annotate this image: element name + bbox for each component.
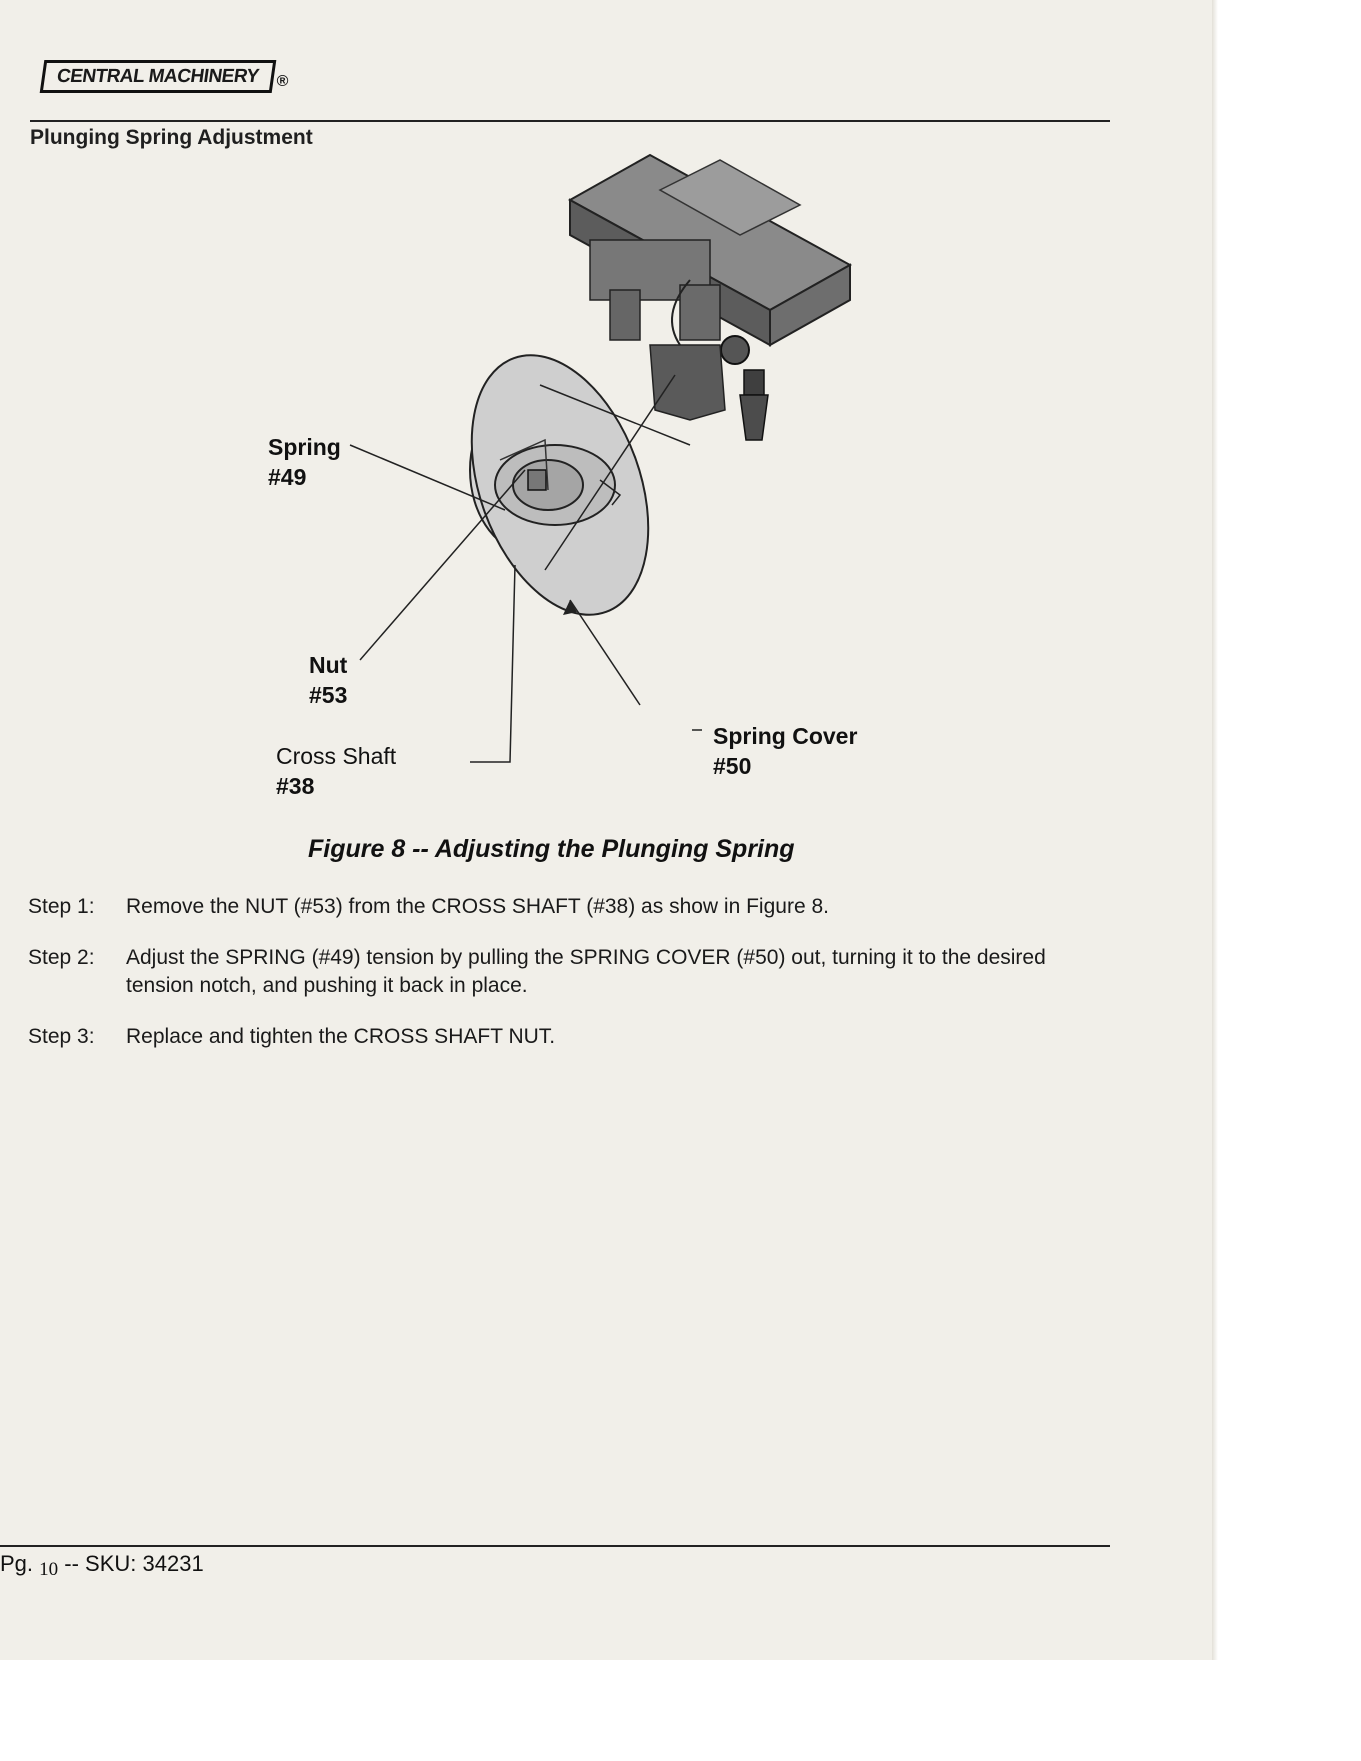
- header-rule: [30, 120, 1110, 122]
- page-prefix: Pg.: [0, 1551, 34, 1576]
- step-item: [28, 944, 1088, 1000]
- section-title: Plunging Spring Adjustment: [30, 126, 313, 149]
- drill-head: [570, 155, 850, 440]
- callout-cross-shaft-number: #38: [276, 773, 315, 799]
- step-text: Replace and tighten the CROSS SHAFT NUT.: [126, 1025, 556, 1048]
- callout-spring-name: Spring: [268, 434, 341, 460]
- step-item: [28, 1023, 1088, 1051]
- callout-cross-shaft-name: Cross Shaft: [276, 743, 397, 769]
- sku-label: -- SKU: 34231: [64, 1551, 204, 1576]
- callout-spring: [268, 432, 341, 492]
- brand-logo-text: CENTRAL MACHINERY: [40, 60, 276, 93]
- spring-cover-leader-line: [570, 600, 640, 705]
- page-edge-shadow: [1212, 0, 1218, 1660]
- nut-leader-line: [360, 470, 525, 660]
- step-item: [28, 893, 1088, 921]
- brand-logo: [42, 60, 288, 93]
- callout-spring-cover-name: Spring Cover: [713, 723, 858, 749]
- callout-spring-cover-number: #50: [713, 753, 752, 779]
- footer-rule: [0, 1545, 1110, 1547]
- callout-nut-number: #53: [309, 682, 348, 708]
- steps-list: [28, 893, 1088, 1051]
- figure-8: [0, 140, 1212, 840]
- callout-nut-name: Nut: [309, 652, 348, 678]
- step-text: Remove the NUT (#53) from the CROSS SHAFT (#38) as show in Figure 8.: [126, 895, 829, 918]
- registered-mark: ®: [276, 72, 289, 90]
- drill-press-illustration: [0, 140, 1212, 840]
- callout-cross-shaft: [276, 741, 396, 801]
- cross-shaft-leader-line: [470, 565, 515, 762]
- figure-caption: Figure 8 -- Adjusting the Plunging Spring: [308, 835, 795, 863]
- page-number: 10: [39, 1559, 59, 1580]
- callout-nut: [309, 650, 347, 710]
- step-label: Step 3:: [28, 1025, 95, 1048]
- callout-spring-number: #49: [268, 464, 307, 490]
- step-label: Step 2:: [28, 946, 95, 969]
- page-footer: [0, 1551, 204, 1580]
- callout-spring-cover: [713, 721, 857, 781]
- step-label: Step 1:: [28, 895, 95, 918]
- spring-assembly-detail: [439, 331, 682, 639]
- step-text: Adjust the SPRING (#49) tension by pulling the SPRING COVER (#50) out, turning it to the desired tension notch, and pushing it back in place.: [126, 946, 1046, 997]
